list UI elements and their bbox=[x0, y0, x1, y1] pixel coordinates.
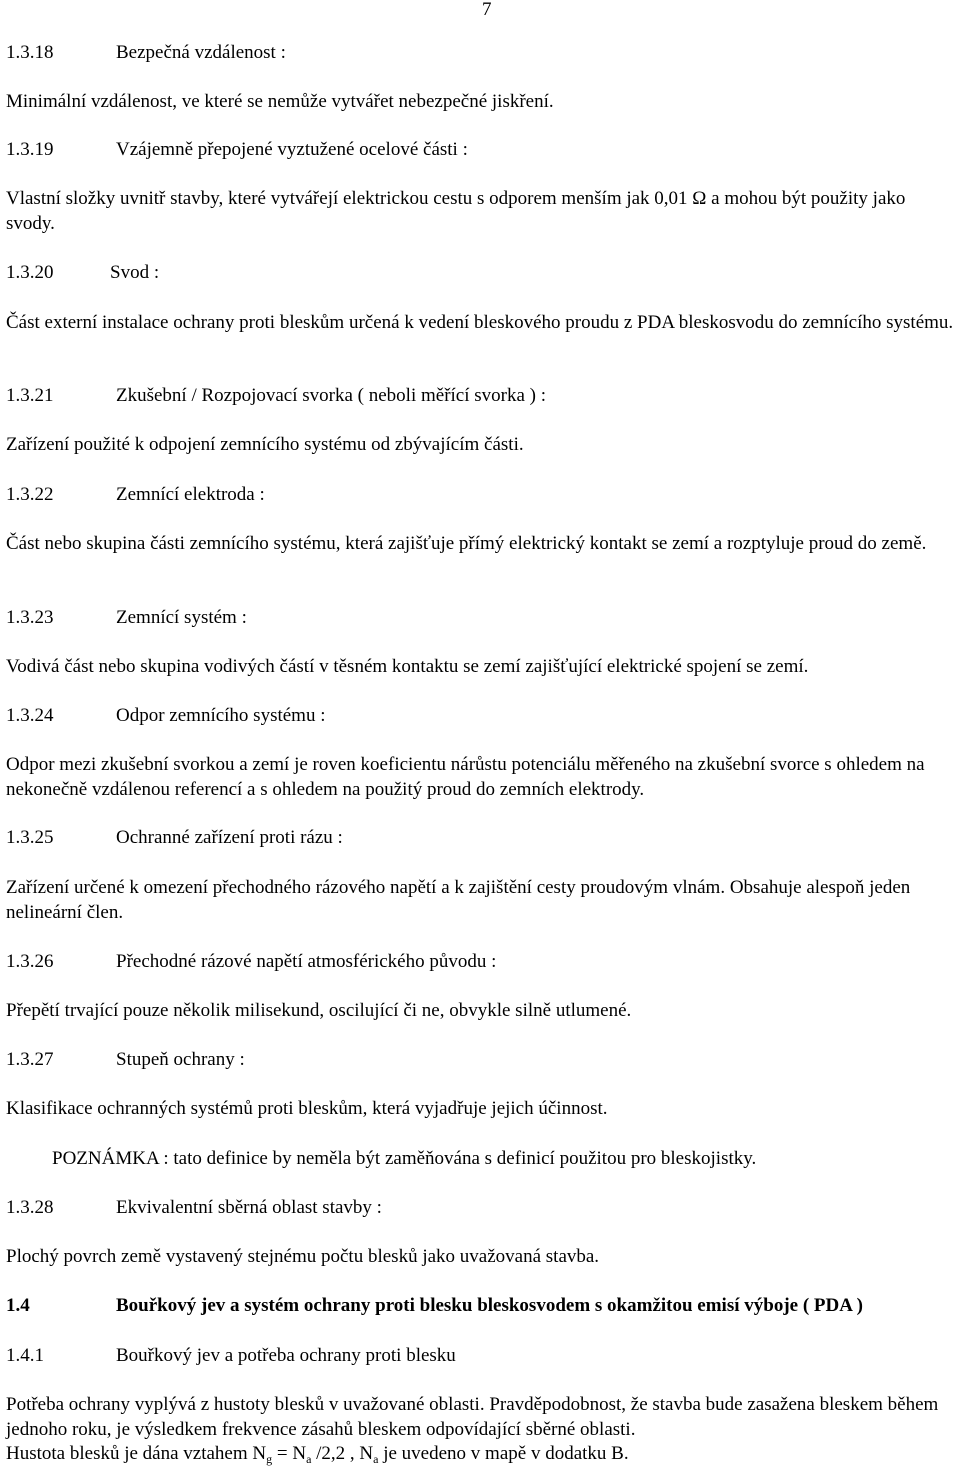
section-text: Přepětí trvající pouze několik milisekund, oscilující či ne, obvykle silně utlumené. bbox=[6, 1000, 632, 1021]
section-number: 1.3.24 bbox=[6, 705, 54, 726]
section-number: 1.4.1 bbox=[6, 1345, 44, 1366]
section-number: 1.3.22 bbox=[6, 484, 54, 505]
section-heading bbox=[6, 260, 159, 285]
section-number: 1.3.23 bbox=[6, 607, 54, 628]
chapter-heading bbox=[6, 1293, 863, 1318]
page-number: 7 bbox=[482, 0, 492, 20]
section-title: Bezpečná vzdálenost : bbox=[116, 42, 286, 63]
section-heading bbox=[6, 383, 546, 408]
section-title: Přechodné rázové napětí atmosférického původu : bbox=[116, 951, 497, 972]
section-text: Potřeba ochrany vyplývá z hustoty blesků v uvažované oblasti. Pravděpodobnost, že stavba bude zasažena bleskem během jednoho roku, je výsledkem frekvence zásahů bleskem odpovídající sběrné oblasti. bbox=[6, 1394, 939, 1440]
section-title: Svod : bbox=[110, 262, 160, 283]
formula-subscript: a bbox=[306, 1452, 312, 1466]
section-text: Zařízení použité k odpojení zemnícího systému od zbývajícím části. bbox=[6, 434, 524, 455]
chapter-number: 1.4 bbox=[6, 1295, 30, 1316]
section-text: Minimální vzdálenost, ve které se nemůže vytvářet nebezpečné jiskření. bbox=[6, 91, 554, 112]
section-number: 1.3.28 bbox=[6, 1197, 54, 1218]
section-title: Stupeň ochrany : bbox=[116, 1049, 245, 1070]
section-heading bbox=[6, 1343, 456, 1368]
section-number: 1.3.25 bbox=[6, 827, 54, 848]
section-number: 1.3.26 bbox=[6, 951, 54, 972]
section-number: 1.3.20 bbox=[6, 262, 54, 283]
section-title: Zemnící elektroda : bbox=[116, 484, 265, 505]
section-heading bbox=[6, 605, 247, 630]
section-text: Odpor mezi zkušební svorkou a zemí je roven koeficientu nárůstu potenciálu měřeného na zkušební svorce s ohledem na nekonečně vzdálenou referencí a s ohledem na použitý proud do zemních elektrody. bbox=[6, 754, 925, 800]
section-number: 1.3.21 bbox=[6, 385, 54, 406]
section-heading bbox=[6, 40, 286, 65]
section-title: Zkušební / Rozpojovací svorka ( neboli měřící svorka ) : bbox=[116, 385, 547, 406]
section-text: Plochý povrch země vystavený stejnému počtu blesků jako uvažovaná stavba. bbox=[6, 1246, 600, 1267]
section-heading bbox=[6, 1195, 382, 1220]
section-title: Zemnící systém : bbox=[116, 607, 247, 628]
section-title: Vzájemně přepojené vyztužené ocelové části : bbox=[116, 139, 468, 160]
section-number: 1.3.19 bbox=[6, 139, 54, 160]
section-heading bbox=[6, 949, 496, 974]
chapter-title: Bouřkový jev a systém ochrany proti blesku bleskosvodem s okamžitou emisí výboje ( PDA ) bbox=[116, 1295, 863, 1316]
section-text: Vodivá část nebo skupina vodivých částí v těsném kontaktu se zemí zajišťující elektrické spojení se zemí. bbox=[6, 656, 809, 677]
formula-subscript: a bbox=[373, 1452, 379, 1466]
formula-text: = N bbox=[272, 1443, 307, 1464]
section-text: Zařízení určené k omezení přechodného rázového napětí a k zajištění cesty proudovým vlnám. Obsahuje alespoň jeden nelineární člen. bbox=[6, 877, 911, 923]
section-heading bbox=[6, 137, 468, 162]
formula-subscript: g bbox=[266, 1452, 273, 1466]
section-title: Bouřkový jev a potřeba ochrany proti blesku bbox=[116, 1345, 456, 1366]
note: POZNÁMKA : tato definice by neměla být zaměňována s definicí použitou pro bleskojistky. bbox=[52, 1148, 757, 1169]
section-title: Ekvivalentní sběrná oblast stavby : bbox=[116, 1197, 382, 1218]
formula-text: /2,2 , N bbox=[311, 1443, 374, 1464]
section-title: Ochranné zařízení proti rázu : bbox=[116, 827, 343, 848]
section-heading bbox=[6, 703, 326, 728]
section-title: Odpor zemnícího systému : bbox=[116, 705, 326, 726]
section-heading bbox=[6, 1047, 245, 1072]
section-number: 1.3.18 bbox=[6, 42, 54, 63]
section-heading bbox=[6, 825, 343, 850]
section-text: Klasifikace ochranných systémů proti bleskům, která vyjadřuje jejich účinnost. bbox=[6, 1098, 608, 1119]
section-number: 1.3.27 bbox=[6, 1049, 54, 1070]
section-text: Část nebo skupina části zemnícího systému, která zajišťuje přímý elektrický kontakt se zemí a rozptyluje proud do země. bbox=[6, 533, 927, 554]
section-text: Část externí instalace ochrany proti bleskům určená k vedení bleskového proudu z PDA bleskosvodu do zemnícího systému. bbox=[6, 312, 954, 333]
section-heading bbox=[6, 482, 265, 507]
formula-text: je uvedeno v mapě v dodatku B. bbox=[378, 1443, 629, 1464]
formula-line bbox=[6, 1441, 956, 1466]
section-text: Vlastní složky uvnitř stavby, které vytvářejí elektrickou cestu s odporem menším jak 0,01 Ω a mohou být použity jako svody. bbox=[6, 188, 906, 234]
formula-text: Hustota blesků je dána vztahem N bbox=[6, 1443, 267, 1464]
